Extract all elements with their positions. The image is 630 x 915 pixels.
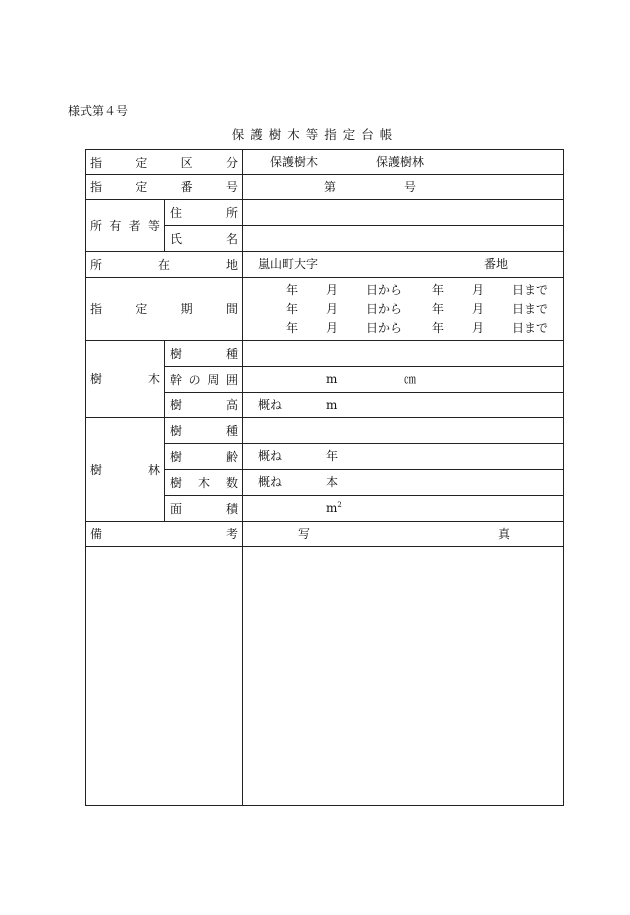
number-prefix: 第	[324, 180, 337, 194]
forest-species-label: 樹 種	[170, 423, 238, 438]
age-approx: 概ね	[258, 449, 283, 463]
period-year: 年	[432, 321, 445, 335]
designation-number-label: 指 定 番 号	[90, 180, 238, 194]
period-month: 月	[472, 321, 485, 335]
remarks-area[interactable]	[86, 547, 242, 805]
area-unit: $m^2$	[326, 501, 342, 515]
count-approx: 概ね	[258, 475, 283, 489]
period-month: 月	[326, 302, 339, 316]
photo-label-right: 真	[498, 527, 511, 541]
form-number: 様式第４号	[68, 104, 129, 118]
designation-type-label: 指 定 区 分	[90, 155, 238, 170]
age-unit: 年	[326, 449, 339, 463]
girth-unit-m: m	[326, 372, 338, 386]
period-from: 日から	[366, 321, 403, 335]
form-title: 保護樹木等指定台帳	[231, 127, 399, 142]
period-year: 年	[286, 302, 299, 316]
height-approx: 概ね	[258, 398, 283, 412]
forest-label: 樹 林	[90, 462, 160, 477]
tree-species-label: 樹 種	[170, 346, 238, 361]
period-year: 年	[432, 283, 445, 297]
tree-label: 樹 木	[90, 372, 160, 386]
photo-label-left: 写	[298, 527, 311, 541]
option-protected-tree: 保護樹木	[270, 155, 319, 169]
period-year: 年	[432, 302, 445, 316]
forest-count-label: 樹 木 数	[170, 475, 238, 490]
photo-area[interactable]	[243, 547, 563, 805]
period-to: 日まで	[512, 302, 549, 316]
period-month: 月	[472, 302, 485, 316]
period-to: 日まで	[512, 283, 549, 297]
remarks-label: 備 考	[90, 527, 238, 541]
period-month: 月	[326, 283, 339, 297]
period-from: 日から	[366, 302, 403, 316]
forest-area-label: 面 積	[170, 501, 238, 516]
period-year: 年	[286, 283, 299, 297]
location-label: 所 在 地	[90, 257, 238, 272]
location-lot: 番地	[484, 257, 509, 271]
girth-unit-cm: ㎝	[404, 372, 417, 386]
owner-address-label: 住 所	[170, 205, 238, 220]
period-to: 日まで	[512, 321, 549, 335]
count-unit: 本	[326, 475, 339, 489]
forest-age-label: 樹 齢	[170, 449, 238, 464]
location-town: 嵐山町大字	[258, 257, 319, 271]
owner-label: 所 有 者 等	[90, 218, 160, 233]
height-unit: m	[326, 398, 338, 412]
tree-girth-label: 幹 の 周 囲	[170, 372, 238, 387]
column-divider	[164, 340, 165, 417]
owner-name-label: 氏 名	[170, 231, 238, 246]
option-protected-forest: 保護樹林	[376, 155, 425, 169]
tree-height-label: 樹 高	[170, 398, 238, 412]
period-month: 月	[472, 283, 485, 297]
period-label: 指 定 期 間	[90, 302, 238, 316]
period-month: 月	[326, 321, 339, 335]
column-divider	[164, 417, 165, 521]
number-suffix: 号	[404, 180, 417, 194]
designation-register-form	[85, 149, 564, 806]
period-from: 日から	[366, 283, 403, 297]
period-year: 年	[286, 321, 299, 335]
column-divider	[164, 199, 165, 251]
